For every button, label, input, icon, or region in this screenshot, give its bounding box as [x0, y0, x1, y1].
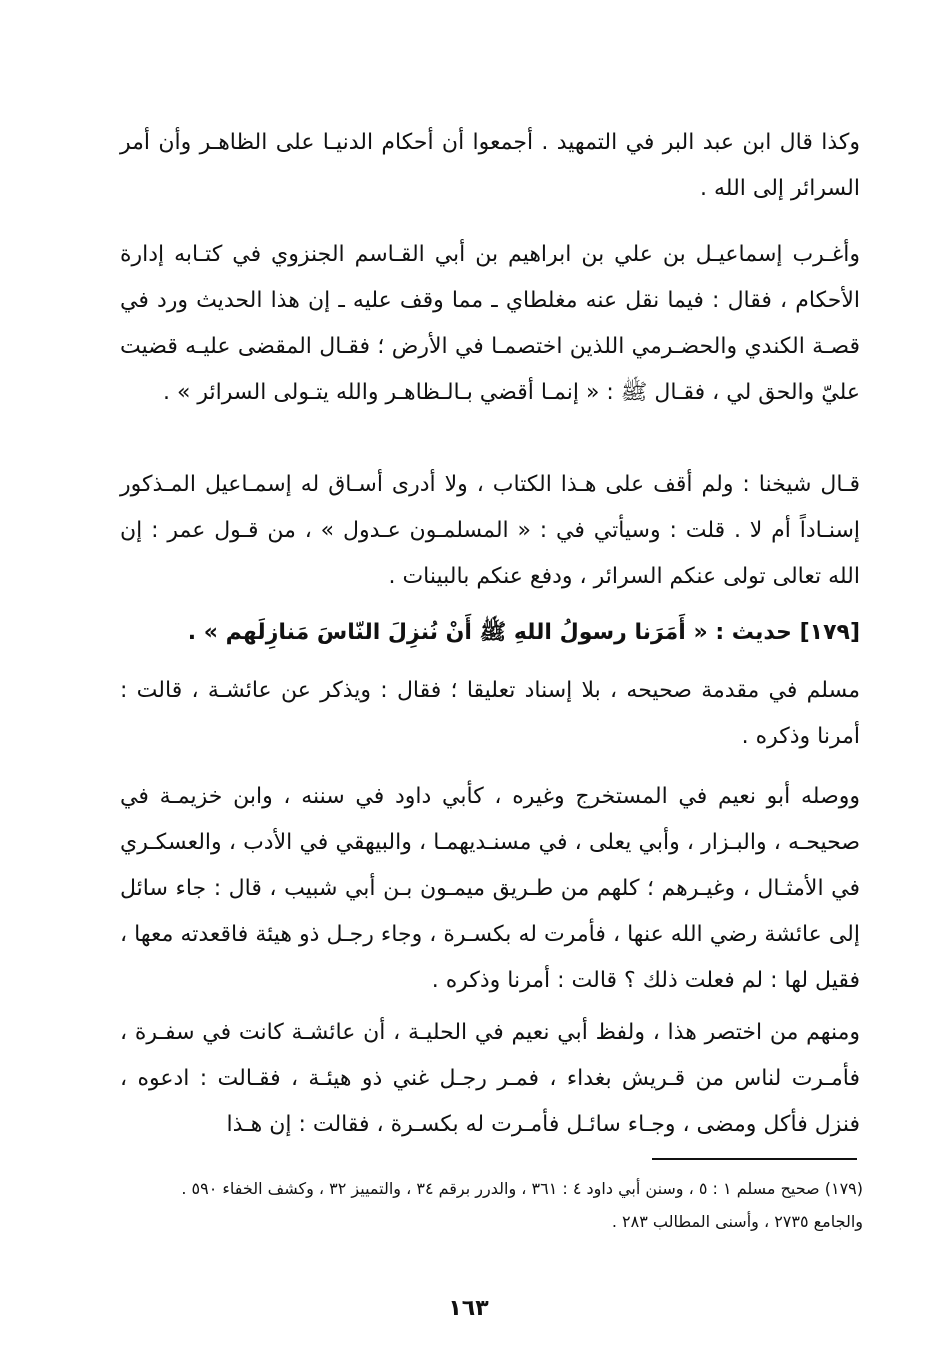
- main-text: [120, 462, 860, 600]
- page-number: ١٦٣: [448, 1296, 489, 1321]
- paragraph: مسلم في مقدمة صحيحه ، بلا إسناد تعليقا ؛ فقال : ويذكر عن عائشـة ، قالت : أمرنا وذكره .: [120, 678, 860, 749]
- main-text: [120, 120, 860, 212]
- paragraph: ومنهم من اختصر هذا ، ولفظ أبي نعيم في الحليـة ، أن عائشـة كانت في سفـرة ، فأمـرت لناس من قـريش بغداء ، فمـر رجـل غني ذو هيئـة ، فقـالت : ادعوه ، فنزل فأكل ومضى ، وجـاء سائـل فأمـرت له بكسـرة ، فقالت : إن هـذا: [120, 1020, 860, 1137]
- footnotes: [135, 1172, 863, 1238]
- paragraph: وأغـرب إسماعيـل بن علي بن ابراهيم بن أبي القـاسم الجنزوي في كتـابه إدارة الأحكام ، فقال : فيما نقل عنه مغلطاي ـ مما وقف عليه ـ إن هذا الحديث ورد في قصـة الكندي والحضـرمي اللذين اختصمـا في الأرض ؛ فقـال المقضى عليـه قضيت عليّ والحق لي ، فقـال ﷺ : « إنمـا أقضي بـالـظاهـر والله يتـولى السرائر » .: [120, 242, 860, 405]
- main-text: [120, 774, 860, 1004]
- main-text: [120, 232, 860, 416]
- paragraph: قـال شيخنا : ولم أقف على هـذا الكتاب ، ولا أدرى أسـاق له إسمـاعيل المـذكور إسنـاداً أم لا . قلت : وسيأتي في : « المسلمـون عـدول » ، من قـول عمر : إن الله تعالى تولى عنكم السرائر ، ودفع عنكم بالبينات .: [120, 472, 860, 589]
- main-text: [120, 668, 860, 760]
- hadith-heading: [١٧٩] حديث : « أَمَرَنا رسولُ اللهِ ﷺ أَنْ نُنزِلَ النّاسَ مَنازِلَهم » .: [187, 620, 860, 645]
- footnote-divider: [652, 1158, 857, 1160]
- main-text: [120, 1010, 860, 1148]
- paragraph: وكذا قال ابن عبد البر في التمهيد . أجمعوا أن أحكام الدنيـا على الظاهـر وأن أمر السرائر إلى الله .: [120, 130, 860, 201]
- main-text: [120, 610, 860, 656]
- footnote: (١٧٩) صحيح مسلم ١ : ٥ ، وسنن أبي داود ٤ : ٣٦١ ، والدرر برقم ٣٤ ، والتمييز ٣٢ ، وكشف الخفاء ٥٩٠ . والجامع ٢٧٣٥ ، وأسنى المطالب ٢٨٣ .: [181, 1179, 863, 1231]
- paragraph: ووصله أبو نعيم في المستخرج وغيره ، كأبي داود في سننه ، وابن خزيمـة في صحيحـه ، والبـزار ، وأبي يعلى ، في مسنـديهمـا ، والبيهقي في الأدب ، والعسكـري في الأمثـال ، وغيـرهم ؛ كلهم من طـريق ميمـون بـن أبي شبيب ، قال : جاء سائل إلى عائشة رضي الله عنها ، فأمرت له بكسـرة ، وجاء رجـل ذو هيئة فاقعدته معها ، فقيل لها : لم فعلت ذلك ؟ قالت : أمرنا وذكره .: [120, 784, 860, 993]
